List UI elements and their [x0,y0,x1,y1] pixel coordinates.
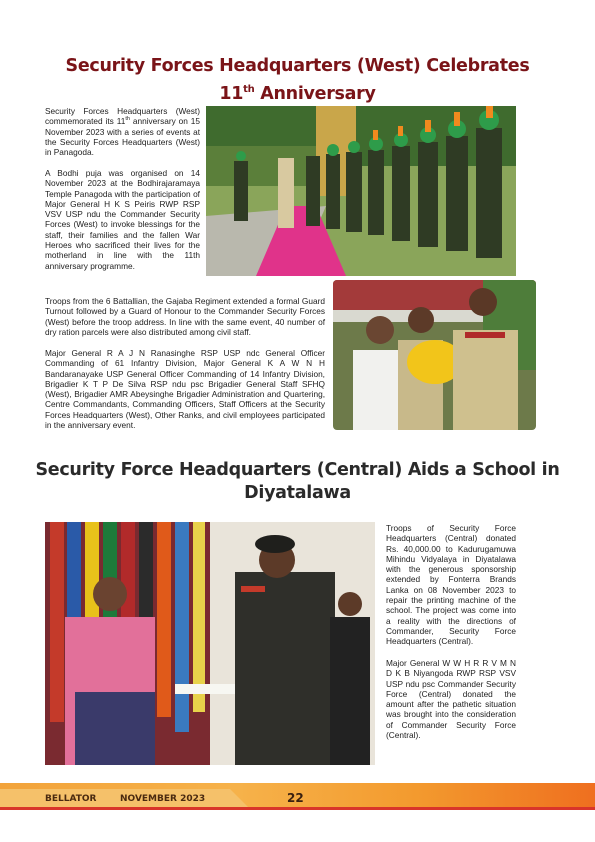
article2-paragraph-1: Troops of Security Force Headquarters (Central) donated Rs. 40,000.00 to Kadurugamuwa Mihindu Vidyalaya in Diyatalawa with the generous sponsorship extended by Fonterra Brands Lanka on 08 November 2023 to repair the printing machine of the school. The project was come into a reality with the directions of Commander, Security Force Headquarters (Central). [386,523,516,647]
guard-of-honour-photo [206,106,516,276]
page-number: 22 [287,791,304,805]
magazine-name: BELLATOR [45,794,97,804]
article1-paragraph-1: Security Forces Headquarters (West) commemorated its 11th anniversary on 15 November 2023 with a series of events at the Security Forces Headquarters (West) in Panagoda. [45,106,200,158]
article2-title: Security Force Headquarters (Central) Aids a School in Diyatalawa [35,460,560,503]
dry-ration-presentation-photo [333,280,536,430]
article2-paragraph-2: Major General W W H R R V M N D K B Niyangoda RWP RSP VSV USP ndu psc Commander Security Force (Central) donated the amount after the pathetic situation was brought into the consideration of Commander Security Force (Central). [386,658,516,741]
footer-divider [0,807,595,810]
school-donation-photo [45,522,375,765]
issue-date: NOVEMBER 2023 [120,794,206,804]
article1-paragraph-3: Troops from the 6 Battallian, the Gajaba Regiment extended a formal Guard Turnout followed by a Guard of Honour to the Commander Security Forces (West) before the troop address. In line with the same event, 40 number of dry ration parcels were also distributed among civil staff. [45,296,325,337]
article1-title: Security Forces Headquarters (West) Celebrates 11th Anniversary [65,56,530,104]
article1-paragraph-2: A Bodhi puja was organised on 14 November 2023 at the Bodhirajaramaya Temple Panagoda with the participation of Major General H K S Peiris RWP RSP VSV USP ndu the Commander Security Forces (West) to invoke blessings for the staff, their families and the fallen War Heroes who sacrificed their lives for the motherland in line with the 11th anniversary programme. [45,168,200,271]
article1-paragraph-4: Major General R A J N Ranasinghe RSP USP ndc General Officer Commanding of 61 Infantry Division, Major General K A W N H Bandaranayake USP General Officer Commanding of 14 Infantry Division, Brigadier K T P De Silva RSP ndu psc Brigadier General Staff SFHQ (West), Brigadier AMR Abeysinghe Brigadier Administration and Quartering, Centre Commandants, Commanding Officers, Staff Officers at the Security Forces Headquarters (West), Other Ranks, and civil employees participated in the anniversary event. [45,348,325,431]
